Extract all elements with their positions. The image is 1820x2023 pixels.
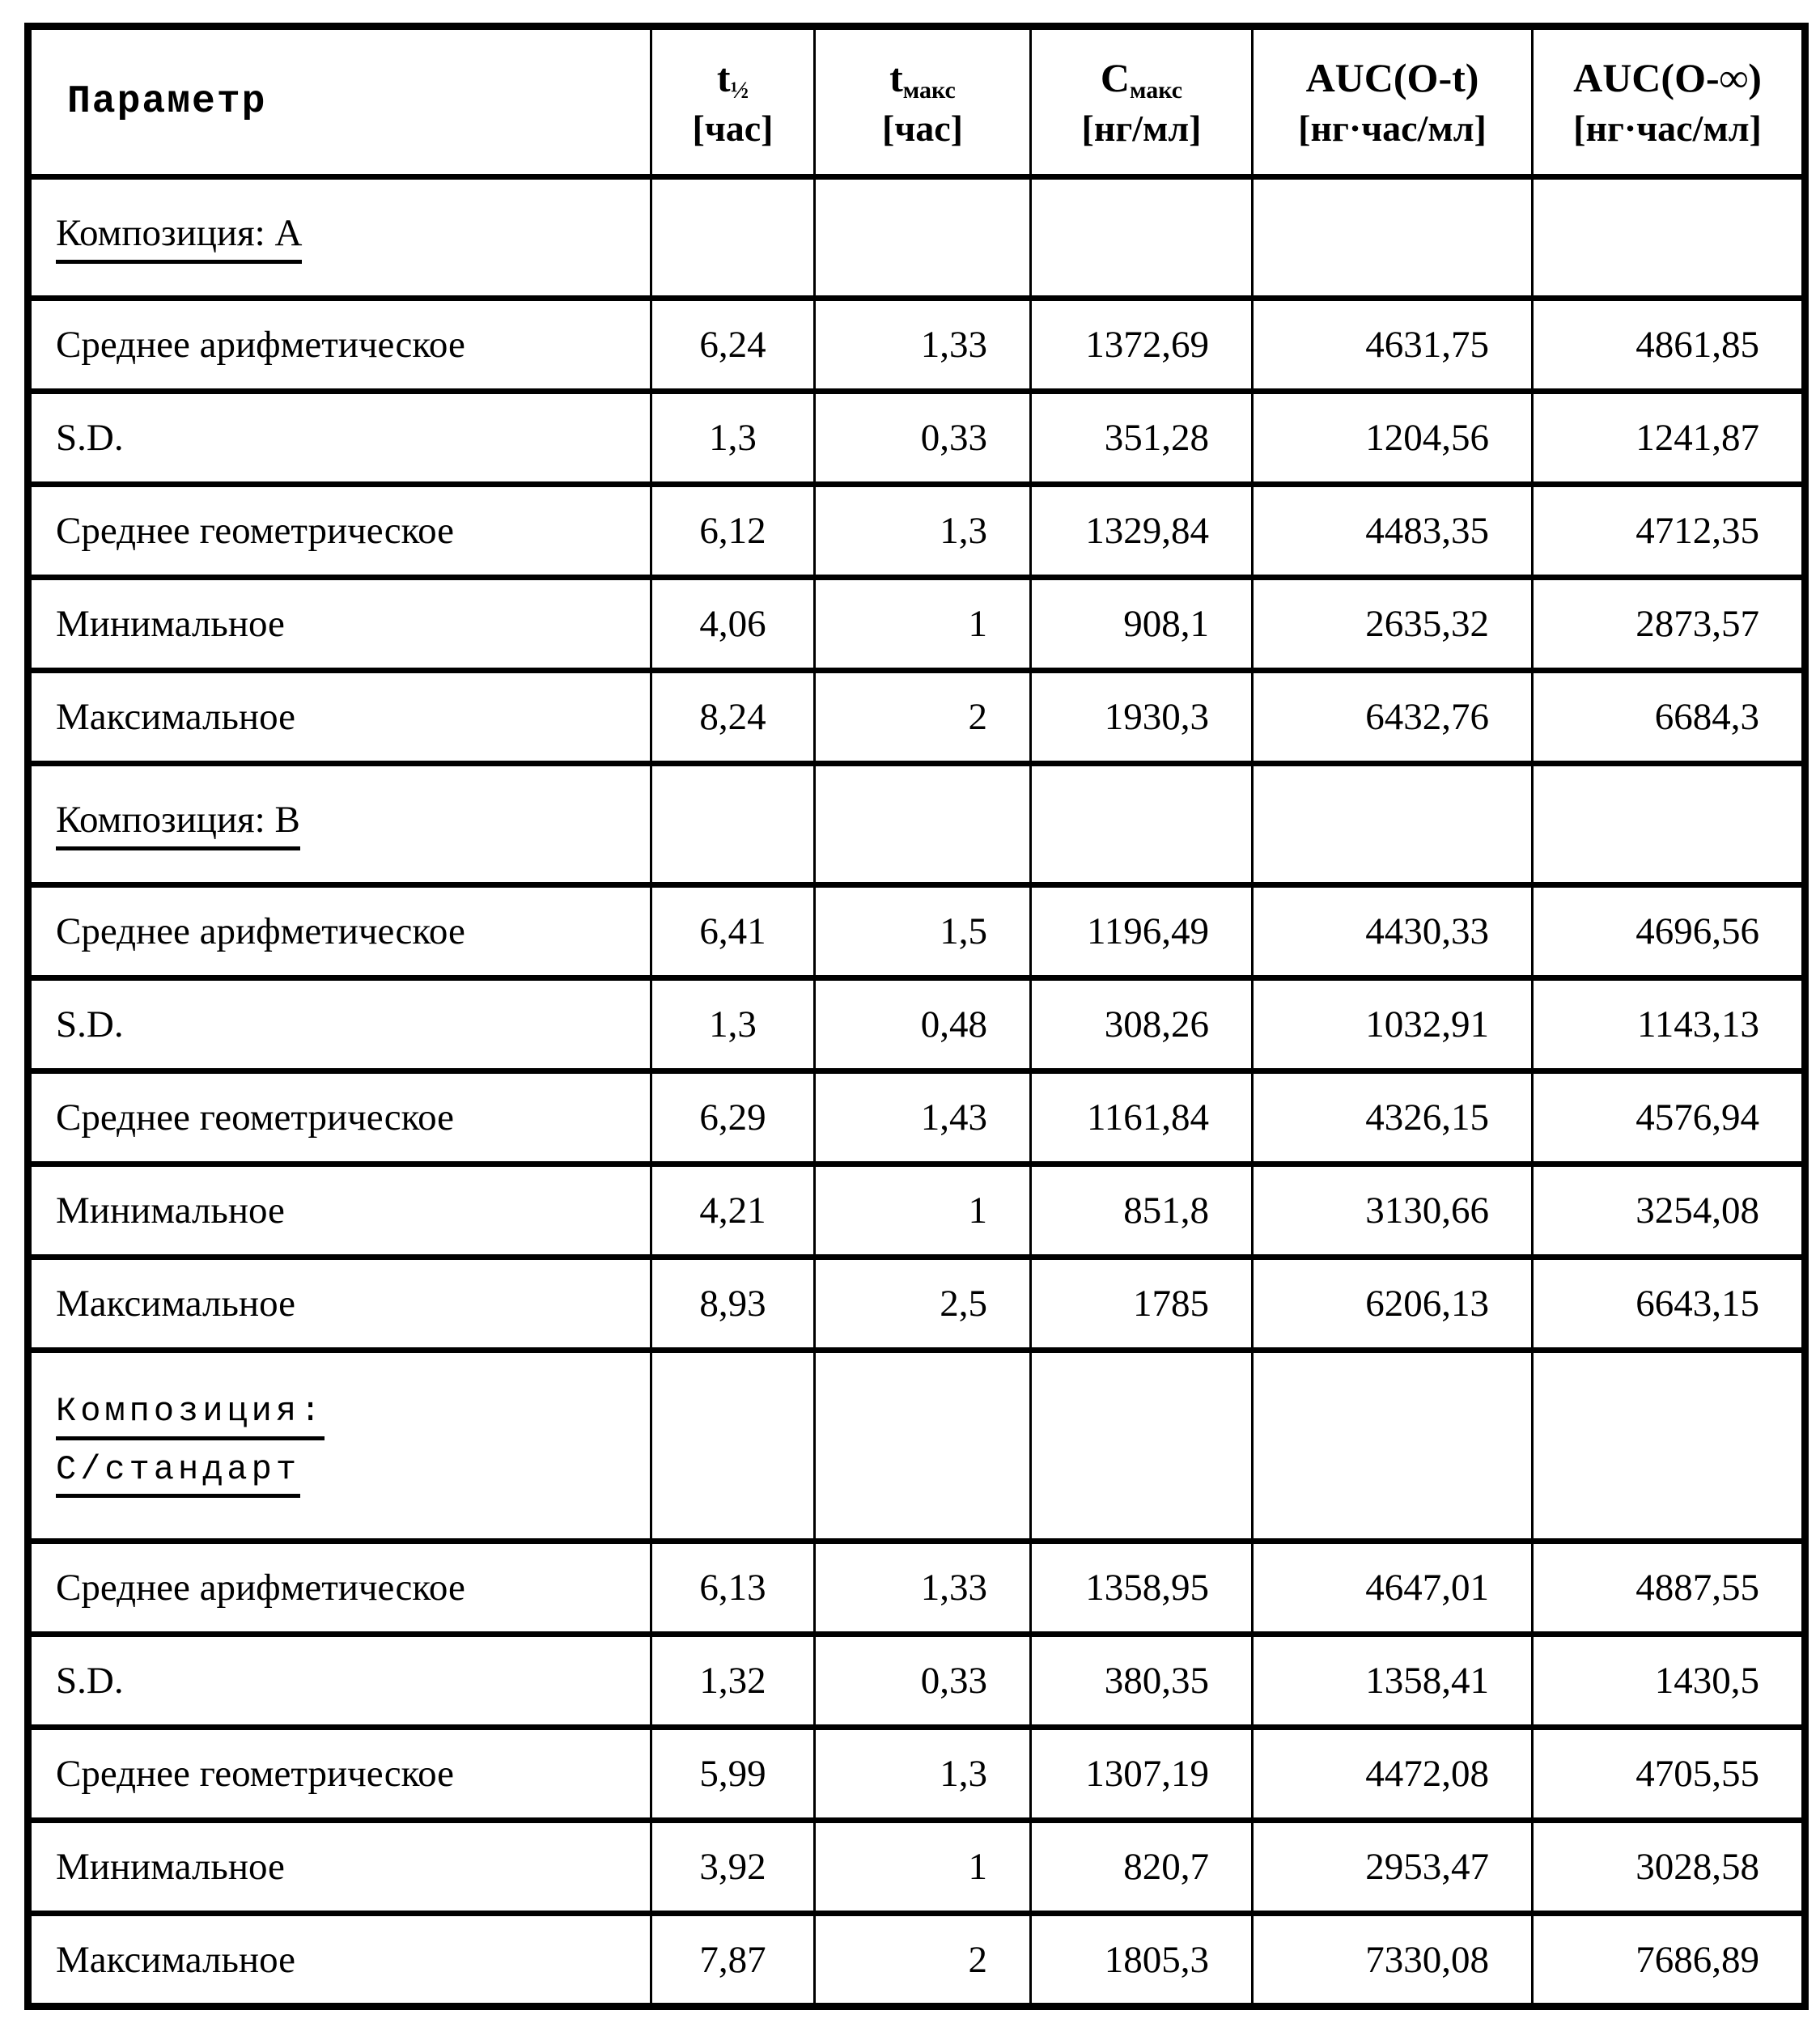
- value-cell: 1196,49: [1031, 885, 1253, 978]
- value-cell: 8,24: [651, 671, 815, 764]
- value-cell: 6684,3: [1533, 671, 1805, 764]
- header-thalf: [651, 27, 815, 177]
- value-cell: 1204,56: [1253, 392, 1533, 485]
- table-row: [28, 885, 1805, 978]
- param-cell: S.D.: [28, 1635, 651, 1728]
- value-cell: 5,99: [651, 1728, 815, 1821]
- value-cell: 4647,01: [1253, 1542, 1533, 1635]
- empty-cell: [1031, 177, 1253, 299]
- value-cell: 7,87: [651, 1914, 815, 2007]
- table-row: [28, 1542, 1805, 1635]
- value-cell: 2: [815, 671, 1031, 764]
- table-row: [28, 1164, 1805, 1257]
- param-cell: Среднее геометрическое: [28, 1728, 651, 1821]
- table-row: [28, 1728, 1805, 1821]
- empty-cell: [651, 177, 815, 299]
- value-cell: 4,21: [651, 1164, 815, 1257]
- value-cell: 1161,84: [1031, 1071, 1253, 1164]
- value-cell: 1329,84: [1031, 485, 1253, 578]
- empty-cell: [1253, 764, 1533, 885]
- value-cell: 1,3: [815, 485, 1031, 578]
- value-cell: 1372,69: [1031, 299, 1253, 392]
- value-cell: 8,93: [651, 1257, 815, 1351]
- value-cell: 0,48: [815, 978, 1031, 1071]
- value-cell: 4576,94: [1533, 1071, 1805, 1164]
- table-row: [28, 299, 1805, 392]
- header-auc0t-symbol: AUC(O-t): [1305, 54, 1479, 100]
- header-row: [28, 27, 1805, 177]
- value-cell: 1,32: [651, 1635, 815, 1728]
- section-label-cell: [28, 764, 651, 885]
- value-cell: 0,33: [815, 392, 1031, 485]
- empty-cell: [1031, 1351, 1253, 1542]
- table-row: [28, 485, 1805, 578]
- value-cell: 6,29: [651, 1071, 815, 1164]
- value-cell: 4696,56: [1533, 885, 1805, 978]
- empty-cell: [815, 1351, 1031, 1542]
- value-cell: 2635,32: [1253, 578, 1533, 671]
- empty-cell: [1253, 1351, 1533, 1542]
- table-row: [28, 671, 1805, 764]
- pk-parameters-table: [24, 23, 1809, 2010]
- value-cell: 4,06: [651, 578, 815, 671]
- value-cell: 3,92: [651, 1821, 815, 1914]
- section-label-stack: [56, 1393, 650, 1497]
- empty-cell: [1533, 177, 1805, 299]
- header-tmax-symbol: $t_{макс}$: [889, 54, 956, 104]
- table-row: [28, 1635, 1805, 1728]
- value-cell: 2: [815, 1914, 1031, 2007]
- value-cell: 1: [815, 1821, 1031, 1914]
- value-cell: 1,43: [815, 1071, 1031, 1164]
- value-cell: 3130,66: [1253, 1164, 1533, 1257]
- value-cell: 6643,15: [1533, 1257, 1805, 1351]
- value-cell: 308,26: [1031, 978, 1253, 1071]
- section-label-line1: Композиция:: [56, 1393, 325, 1440]
- header-tmax-unit: [час]: [882, 108, 963, 149]
- value-cell: 4430,33: [1253, 885, 1533, 978]
- value-cell: 1,3: [815, 1728, 1031, 1821]
- value-cell: 2,5: [815, 1257, 1031, 1351]
- param-cell: Среднее арифметическое: [28, 885, 651, 978]
- empty-cell: [815, 764, 1031, 885]
- param-cell: Среднее арифметическое: [28, 299, 651, 392]
- header-tmax: [815, 27, 1031, 177]
- param-cell: S.D.: [28, 978, 651, 1071]
- section-label-line2: С/стандарт: [56, 1452, 300, 1498]
- empty-cell: [1533, 1351, 1805, 1542]
- value-cell: 2873,57: [1533, 578, 1805, 671]
- param-cell: Минимальное: [28, 578, 651, 671]
- value-cell: 820,7: [1031, 1821, 1253, 1914]
- header-auc0inf-symbol: AUC(O-∞): [1573, 54, 1762, 100]
- param-cell: Минимальное: [28, 1821, 651, 1914]
- table-row: [28, 578, 1805, 671]
- header-auc0t: [1253, 27, 1533, 177]
- value-cell: 0,33: [815, 1635, 1031, 1728]
- param-cell: Среднее геометрическое: [28, 485, 651, 578]
- param-cell: S.D.: [28, 392, 651, 485]
- section-label: Композиция: B: [56, 800, 300, 850]
- header-auc0inf-unit: [нг·час/мл]: [1573, 108, 1762, 149]
- value-cell: 6,12: [651, 485, 815, 578]
- empty-cell: [651, 764, 815, 885]
- value-cell: 1,33: [815, 299, 1031, 392]
- value-cell: 4887,55: [1533, 1542, 1805, 1635]
- value-cell: 1358,95: [1031, 1542, 1253, 1635]
- value-cell: 7686,89: [1533, 1914, 1805, 2007]
- empty-cell: [1533, 764, 1805, 885]
- empty-cell: [1031, 764, 1253, 885]
- value-cell: 3254,08: [1533, 1164, 1805, 1257]
- value-cell: 1143,13: [1533, 978, 1805, 1071]
- table-row: [28, 978, 1805, 1071]
- value-cell: 4631,75: [1253, 299, 1533, 392]
- value-cell: 1032,91: [1253, 978, 1533, 1071]
- value-cell: 1430,5: [1533, 1635, 1805, 1728]
- value-cell: 851,8: [1031, 1164, 1253, 1257]
- value-cell: 351,28: [1031, 392, 1253, 485]
- header-auc0inf: [1533, 27, 1805, 177]
- value-cell: 6,41: [651, 885, 815, 978]
- value-cell: 6206,13: [1253, 1257, 1533, 1351]
- param-cell: Среднее арифметическое: [28, 1542, 651, 1635]
- param-cell: Среднее геометрическое: [28, 1071, 651, 1164]
- value-cell: 1358,41: [1253, 1635, 1533, 1728]
- value-cell: 1,5: [815, 885, 1031, 978]
- value-cell: 3028,58: [1533, 1821, 1805, 1914]
- value-cell: 1: [815, 1164, 1031, 1257]
- table-row: [28, 1257, 1805, 1351]
- param-cell: Минимальное: [28, 1164, 651, 1257]
- value-cell: 4472,08: [1253, 1728, 1533, 1821]
- param-cell: Максимальное: [28, 1257, 651, 1351]
- header-thalf-symbol: $t_{\frac{1}{2}}$: [716, 54, 749, 104]
- header-cmax-unit: [нг/мл]: [1081, 108, 1202, 149]
- value-cell: 1307,19: [1031, 1728, 1253, 1821]
- empty-cell: [815, 177, 1031, 299]
- value-cell: 1: [815, 578, 1031, 671]
- header-cmax: [1031, 27, 1253, 177]
- value-cell: 1,3: [651, 978, 815, 1071]
- param-cell: Максимальное: [28, 1914, 651, 2007]
- value-cell: 2953,47: [1253, 1821, 1533, 1914]
- value-cell: 4712,35: [1533, 485, 1805, 578]
- table-row: [28, 1821, 1805, 1914]
- section-label-cell: [28, 177, 651, 299]
- section-row-a: [28, 177, 1805, 299]
- value-cell: 6,24: [651, 299, 815, 392]
- value-cell: 4861,85: [1533, 299, 1805, 392]
- value-cell: 1805,3: [1031, 1914, 1253, 2007]
- value-cell: 6432,76: [1253, 671, 1533, 764]
- value-cell: 4326,15: [1253, 1071, 1533, 1164]
- empty-cell: [651, 1351, 815, 1542]
- header-parameter: Параметр: [28, 27, 651, 177]
- section-label: Композиция: A: [56, 214, 302, 264]
- value-cell: 1,33: [815, 1542, 1031, 1635]
- value-cell: 6,13: [651, 1542, 815, 1635]
- empty-cell: [1253, 177, 1533, 299]
- value-cell: 1930,3: [1031, 671, 1253, 764]
- section-row-c: [28, 1351, 1805, 1542]
- table-row: [28, 392, 1805, 485]
- value-cell: 7330,08: [1253, 1914, 1533, 2007]
- header-thalf-unit: [час]: [692, 108, 774, 149]
- table-row: [28, 1071, 1805, 1164]
- value-cell: 4705,55: [1533, 1728, 1805, 1821]
- table-row: [28, 1914, 1805, 2007]
- value-cell: 380,35: [1031, 1635, 1253, 1728]
- header-cmax-symbol: $C_{макс}$: [1100, 54, 1183, 104]
- value-cell: 1,3: [651, 392, 815, 485]
- value-cell: 1241,87: [1533, 392, 1805, 485]
- param-cell: Максимальное: [28, 671, 651, 764]
- value-cell: 908,1: [1031, 578, 1253, 671]
- section-row-b: [28, 764, 1805, 885]
- value-cell: 1785: [1031, 1257, 1253, 1351]
- section-label-cell: [28, 1351, 651, 1542]
- value-cell: 4483,35: [1253, 485, 1533, 578]
- header-auc0t-unit: [нг·час/мл]: [1298, 108, 1487, 149]
